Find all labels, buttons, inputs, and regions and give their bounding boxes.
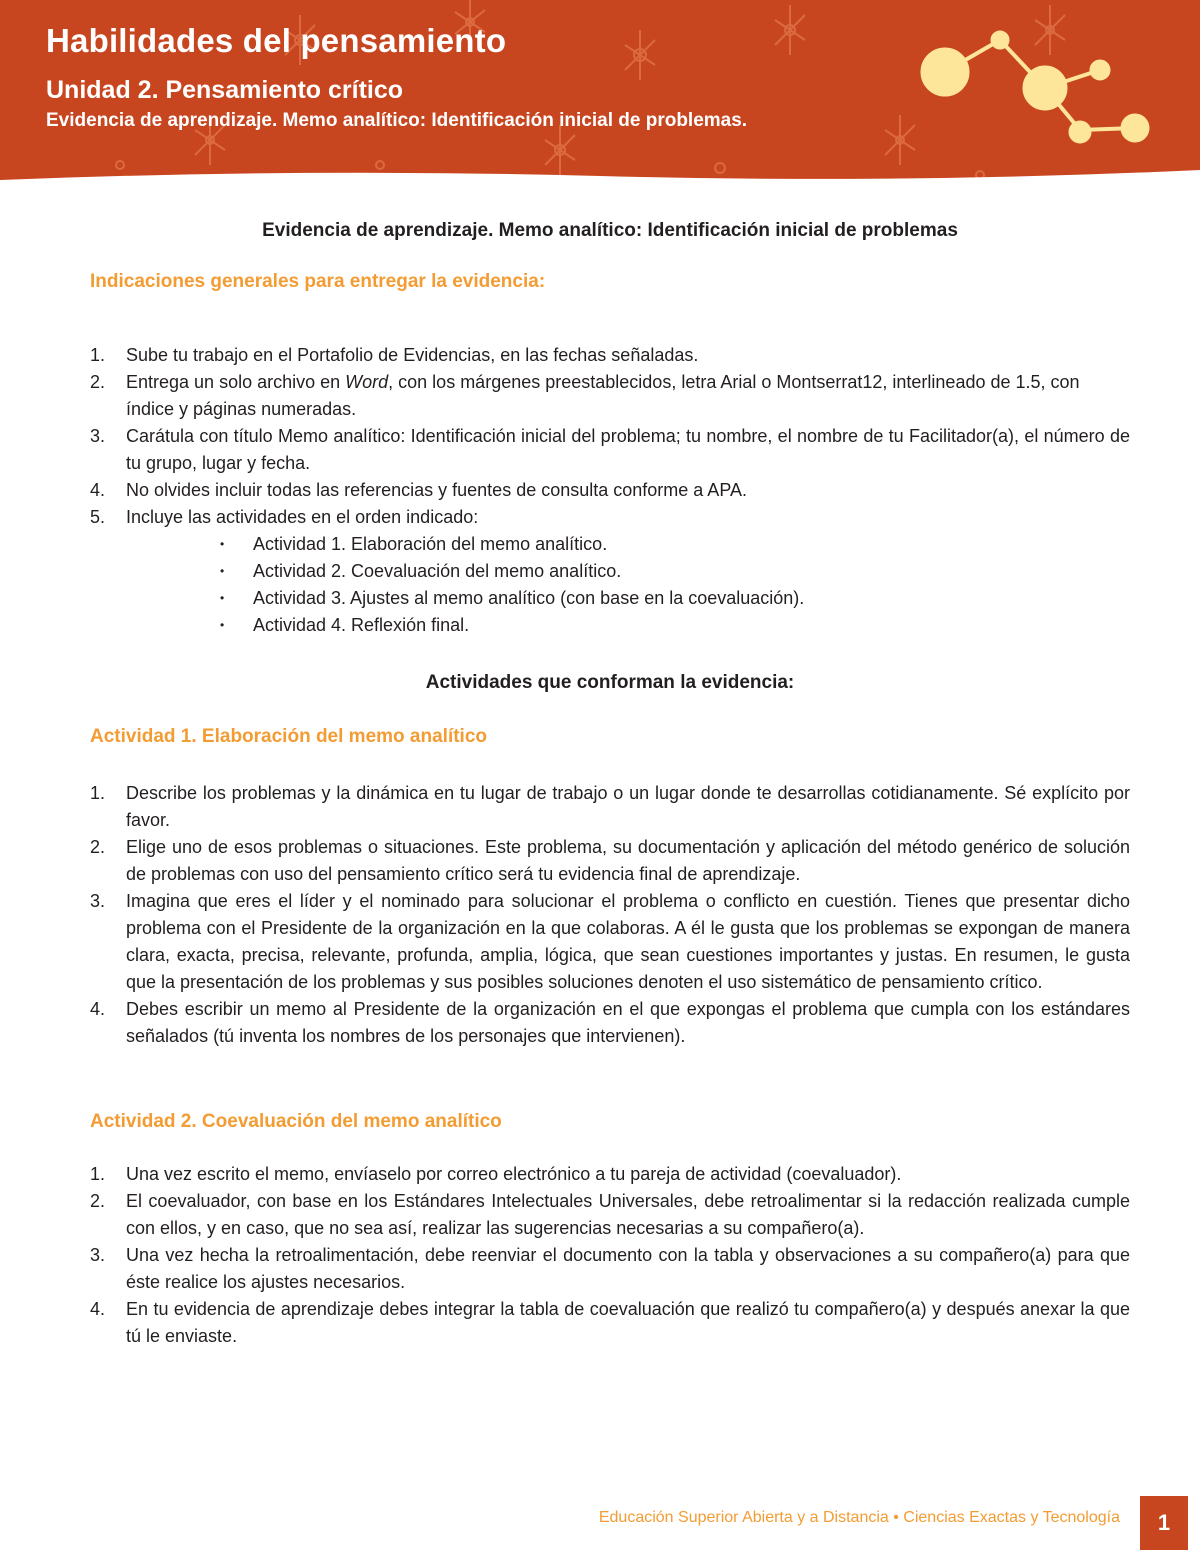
list-item: 4. En tu evidencia de aprendizaje debes integrar la tabla de coevaluación que realizó tu compañero(a) y después anexar la que tú le enviaste. [90, 1299, 1130, 1346]
list-item: 1. Describe los problemas y la dinámica en tu lugar de trabajo o un lugar donde te desarrollas cotidianamente. Sé explícito por favor. [90, 783, 1130, 830]
page-number: 1 [1140, 1496, 1188, 1550]
activity2-list [90, 1161, 1130, 1350]
list-item: 2. Entrega un solo archivo en Word, con los márgenes preestablecidos, letra Arial o Montserrat12, interlineado de 1.5, con índice y páginas numeradas. [90, 372, 1080, 419]
list-item: 3. Una vez hecha la retroalimentación, debe reenviar el documento con la tabla y observaciones a su compañero(a) para que éste realice los ajustes necesarios. [90, 1245, 1130, 1292]
evidence-subtitle: Evidencia de aprendizaje. Memo analítico: Identificación inicial de problemas. [46, 110, 748, 131]
activities-title: Actividades que conforman la evidencia: [425, 672, 795, 693]
header-banner [0, 0, 1200, 200]
banner-wave [0, 170, 1200, 200]
activities-sublist [126, 531, 1130, 639]
list-item: 2. Elige uno de esos problemas o situaciones. Este problema, su documentación y aplicación del método genérico de solución de problemas con uso del pensamiento crítico será tu evidencia final de aprendizaje. [90, 837, 1130, 884]
activity2-heading: Actividad 2. Coevaluación del memo analítico [90, 1111, 502, 1132]
list-item: 5. Incluye las actividades en el orden indicado: • Actividad 1. Elaboración del memo analítico. • Actividad 2. Coevaluación del memo analítico. • Actividad 3. Ajustes al memo analítico (con base en la coevaluación). • Actividad 4. Reflexión final. [90, 504, 1130, 639]
unit-title: Unidad 2. Pensamiento crítico [46, 76, 404, 104]
document-title: Evidencia de aprendizaje. Memo analítico: Identificación inicial de problemas [262, 220, 958, 241]
general-indications-list [90, 342, 1130, 639]
general-indications-heading: Indicaciones generales para entregar la evidencia: [90, 271, 546, 292]
activity1-heading: Actividad 1. Elaboración del memo analítico [90, 726, 487, 747]
sub-list-item: • Actividad 2. Coevaluación del memo analítico. [216, 558, 1130, 585]
molecule-graphic [921, 31, 1149, 143]
list-item: 1. Sube tu trabajo en el Portafolio de Evidencias, en las fechas señaladas. [90, 345, 699, 365]
sub-list-item: • Actividad 3. Ajustes al memo analítico (con base en la coevaluación). [216, 585, 1130, 612]
sub-list-item: • Actividad 1. Elaboración del memo analítico. [216, 531, 1130, 558]
list-item: 3. Imagina que eres el líder y el nominado para solucionar el problema o conflicto en cuestión. Tienes que presentar dicho problema con el Presidente de la organización en la que colaboras. A él le gusta que los problemas se expongan de manera clara, exacta, precisa, relevante, profunda, amplia, lógica, que sean cuestiones importantes y justas. En resumen, le gusta que la presentación de los problemas y sus posibles soluciones denoten el uso sistemático de pensamiento crítico. [90, 891, 1130, 992]
list-item: 3. Carátula con título Memo analítico: Identificación inicial del problema; tu nombre, el nombre de tu Facilitador(a), el número de tu grupo, lugar y fecha. [90, 426, 1130, 473]
sub-list-item: • Actividad 4. Reflexión final. [216, 612, 1130, 639]
list-item: 1. Una vez escrito el memo, envíaselo por correo electrónico a tu pareja de actividad (coevaluador). [90, 1164, 902, 1184]
footer-institution: Educación Superior Abierta y a Distancia • Ciencias Exactas y Tecnología [598, 1509, 1120, 1526]
course-title: Habilidades del pensamiento [46, 22, 507, 59]
list-item: 4. Debes escribir un memo al Presidente de la organización en el que expongas el problema que cumpla con los estándares señalados (tú inventa los nombres de los personajes que intervienen). [90, 999, 1130, 1046]
activity1-list [90, 780, 1130, 1050]
list-item: 4. No olvides incluir todas las referencias y fuentes de consulta conforme a APA. [90, 480, 747, 500]
list-item: 2. El coevaluador, con base en los Estándares Intelectuales Universales, debe retroalimentar si la redacción realizada cumple con ellos, y en caso, que no sea así, realizar las sugerencias necesarias a su compañero(a). [90, 1191, 1130, 1238]
